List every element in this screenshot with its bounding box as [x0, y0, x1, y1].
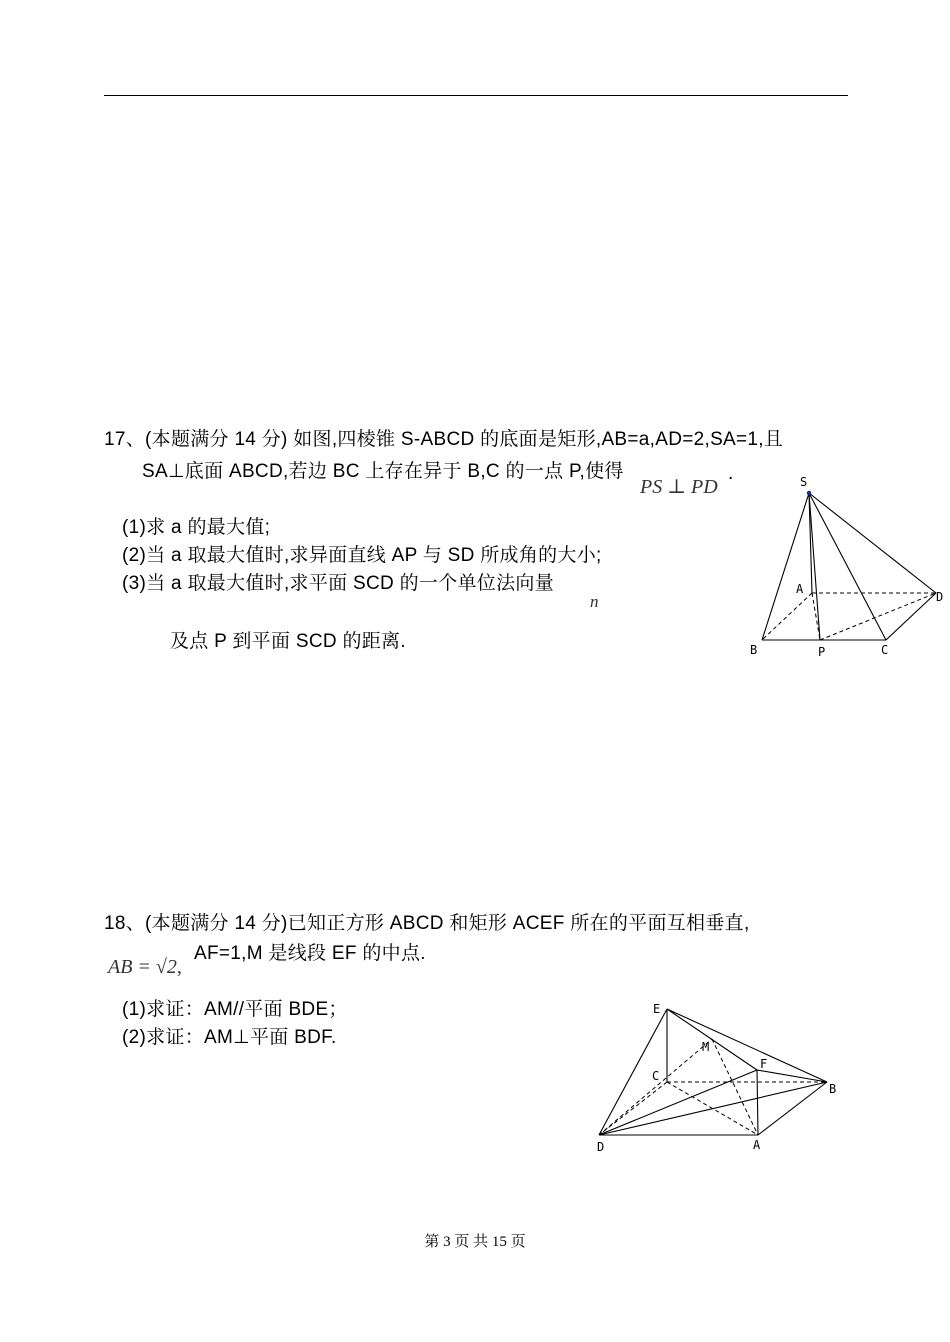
label-S: S: [800, 475, 808, 489]
label-B: B: [750, 643, 758, 657]
problem17-vector-n: n: [590, 592, 599, 611]
edge-SP: [809, 493, 820, 640]
problem17-condition: PS ⊥ PD: [640, 476, 718, 498]
label-C: C: [652, 1069, 660, 1083]
label-F: F: [760, 1057, 768, 1071]
problem17-q2: (2)当 a 取最大值时,求异面直线 AP 与 SD 所成角的大小;: [122, 545, 602, 566]
problem17-line2-text: SA⊥底面 ABCD,若边 BC 上存在异于 B,C 的一点 P,使得: [142, 461, 624, 482]
problem18-math-ab: AB = √2,: [108, 956, 182, 978]
label-M: M: [702, 1040, 710, 1054]
header-rule: [104, 95, 848, 96]
problem18-line1: 18、(本题满分 14 分)已知正方形 ABCD 和矩形 ACEF 所在的平面互相垂直,: [104, 913, 750, 934]
label-C: C: [881, 643, 889, 657]
edge-EB: [667, 1009, 827, 1082]
page-footer: 第 3 页 共 15 页: [424, 1234, 526, 1250]
edge-FB: [757, 1070, 827, 1082]
edge-MA: [712, 1039, 758, 1135]
pyramid-figure: [740, 468, 950, 668]
solid-figure: [585, 995, 850, 1165]
problem17-line2: [142, 460, 624, 484]
label-A: A: [796, 582, 804, 596]
edge-SD: [809, 493, 936, 593]
problem17-period: .: [728, 463, 734, 484]
label-A: A: [753, 1138, 761, 1152]
problem18-line2: AF=1,M 是线段 EF 的中点.: [194, 943, 426, 964]
label-E: E: [653, 1002, 661, 1016]
problem18-q2: (2)求证：AM⊥平面 BDF.: [122, 1027, 337, 1048]
edge-PD: [820, 593, 936, 640]
problem17-q3b: 及点 P 到平面 SCD 的距离.: [170, 631, 406, 652]
label-D: D: [936, 590, 944, 604]
problem17-q1: (1)求 a 的最大值;: [122, 517, 271, 538]
problem17-line1: 17、(本题满分 14 分) 如图,四棱锥 S-ABCD 的底面是矩形,AB=a,AD=2,SA=1,且: [104, 429, 784, 450]
edge-CA: [667, 1082, 758, 1135]
edge-DF: [599, 1070, 757, 1135]
edge-DM: [599, 1039, 712, 1135]
edge-AP: [812, 593, 820, 640]
vertex-S-dot: [807, 491, 811, 495]
label-D: D: [597, 1140, 605, 1154]
problem18-q1: (1)求证：AM//平面 BDE；: [122, 999, 348, 1020]
problem17-q3: (3)当 a 取最大值时,求平面 SCD 的一个单位法向量: [122, 573, 554, 594]
label-B: B: [829, 1082, 837, 1096]
label-P: P: [818, 645, 826, 659]
edge-FA: [757, 1070, 758, 1135]
edge-CD: [886, 593, 936, 640]
